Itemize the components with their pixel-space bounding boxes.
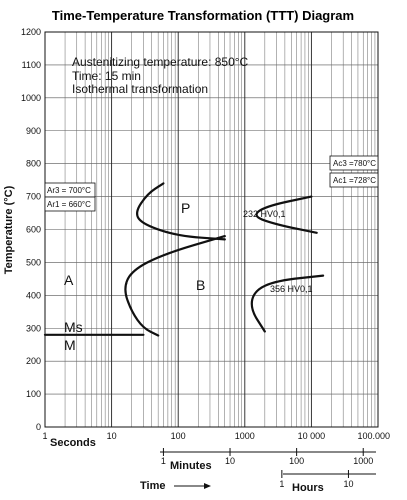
- y-tick-label: 0: [35, 422, 41, 432]
- phase-label-ms: Ms: [64, 319, 83, 335]
- x-tick-label: 100: [170, 431, 186, 441]
- y-axis-label: Temperature (°C): [3, 185, 15, 275]
- annotation-line-1: Austenitizing temperature: 850°C: [72, 55, 249, 69]
- y-tick-label: 500: [25, 257, 41, 268]
- ac3-label: Ac3 =780°C: [333, 159, 377, 168]
- y-tick-label: 400: [25, 290, 41, 301]
- y-tick-label: 1100: [21, 59, 41, 70]
- y-tick-label: 800: [25, 158, 41, 169]
- hardness-label-upper: 232 HV0,1: [243, 209, 286, 219]
- y-tick-label: 700: [25, 191, 41, 202]
- x-tick-label: 1: [42, 431, 48, 441]
- hardness-label-lower: 356 HV0,1: [270, 284, 313, 294]
- minutes-label: Minutes: [170, 460, 212, 472]
- phase-label-p: P: [181, 200, 191, 216]
- y-tick-label: 1000: [20, 92, 41, 103]
- x-tick-label: 10 000: [297, 431, 326, 441]
- y-tick-label: 200: [25, 356, 41, 367]
- phase-label-m: M: [64, 337, 76, 353]
- time-arrow-head: [204, 483, 211, 489]
- y-tick-label: 300: [25, 323, 41, 334]
- ac1-label: Ac1 =728°C: [333, 176, 377, 185]
- y-tick-label: 1200: [20, 27, 41, 37]
- x-tick-label: 10: [106, 431, 117, 441]
- minutes-tick-label: 1: [160, 456, 166, 466]
- y-tick-labels: [21, 27, 41, 432]
- y-tick-label: 100: [25, 389, 41, 400]
- phase-label-a: A: [64, 272, 74, 288]
- y-tick-label: 900: [25, 125, 41, 136]
- hours-tick-label: 1: [279, 479, 285, 489]
- ar3-label: Ar3 = 700°C: [47, 186, 91, 195]
- minutes-tick-label: 100: [289, 456, 305, 466]
- minutes-tick-label: 10: [225, 456, 236, 466]
- ar1-label: Ar1 = 660°C: [47, 200, 91, 209]
- hours-label: Hours: [292, 482, 324, 494]
- annotation-line-3: Isothermal transformation: [72, 82, 209, 96]
- time-label: Time: [140, 480, 166, 492]
- hours-tick-label: 10: [343, 479, 354, 489]
- phase-label-b: B: [196, 277, 206, 293]
- chart-title: Time-Temperature Transformation (TTT) Diagram: [51, 8, 355, 23]
- annotation-line-2: Time: 15 min: [72, 69, 141, 83]
- y-tick-label: 600: [25, 224, 41, 235]
- minutes-tick-label: 1000: [353, 456, 374, 466]
- x-tick-label: 1000: [234, 431, 255, 441]
- seconds-label: Seconds: [50, 437, 96, 449]
- x-tick-label: 100.000: [357, 431, 390, 441]
